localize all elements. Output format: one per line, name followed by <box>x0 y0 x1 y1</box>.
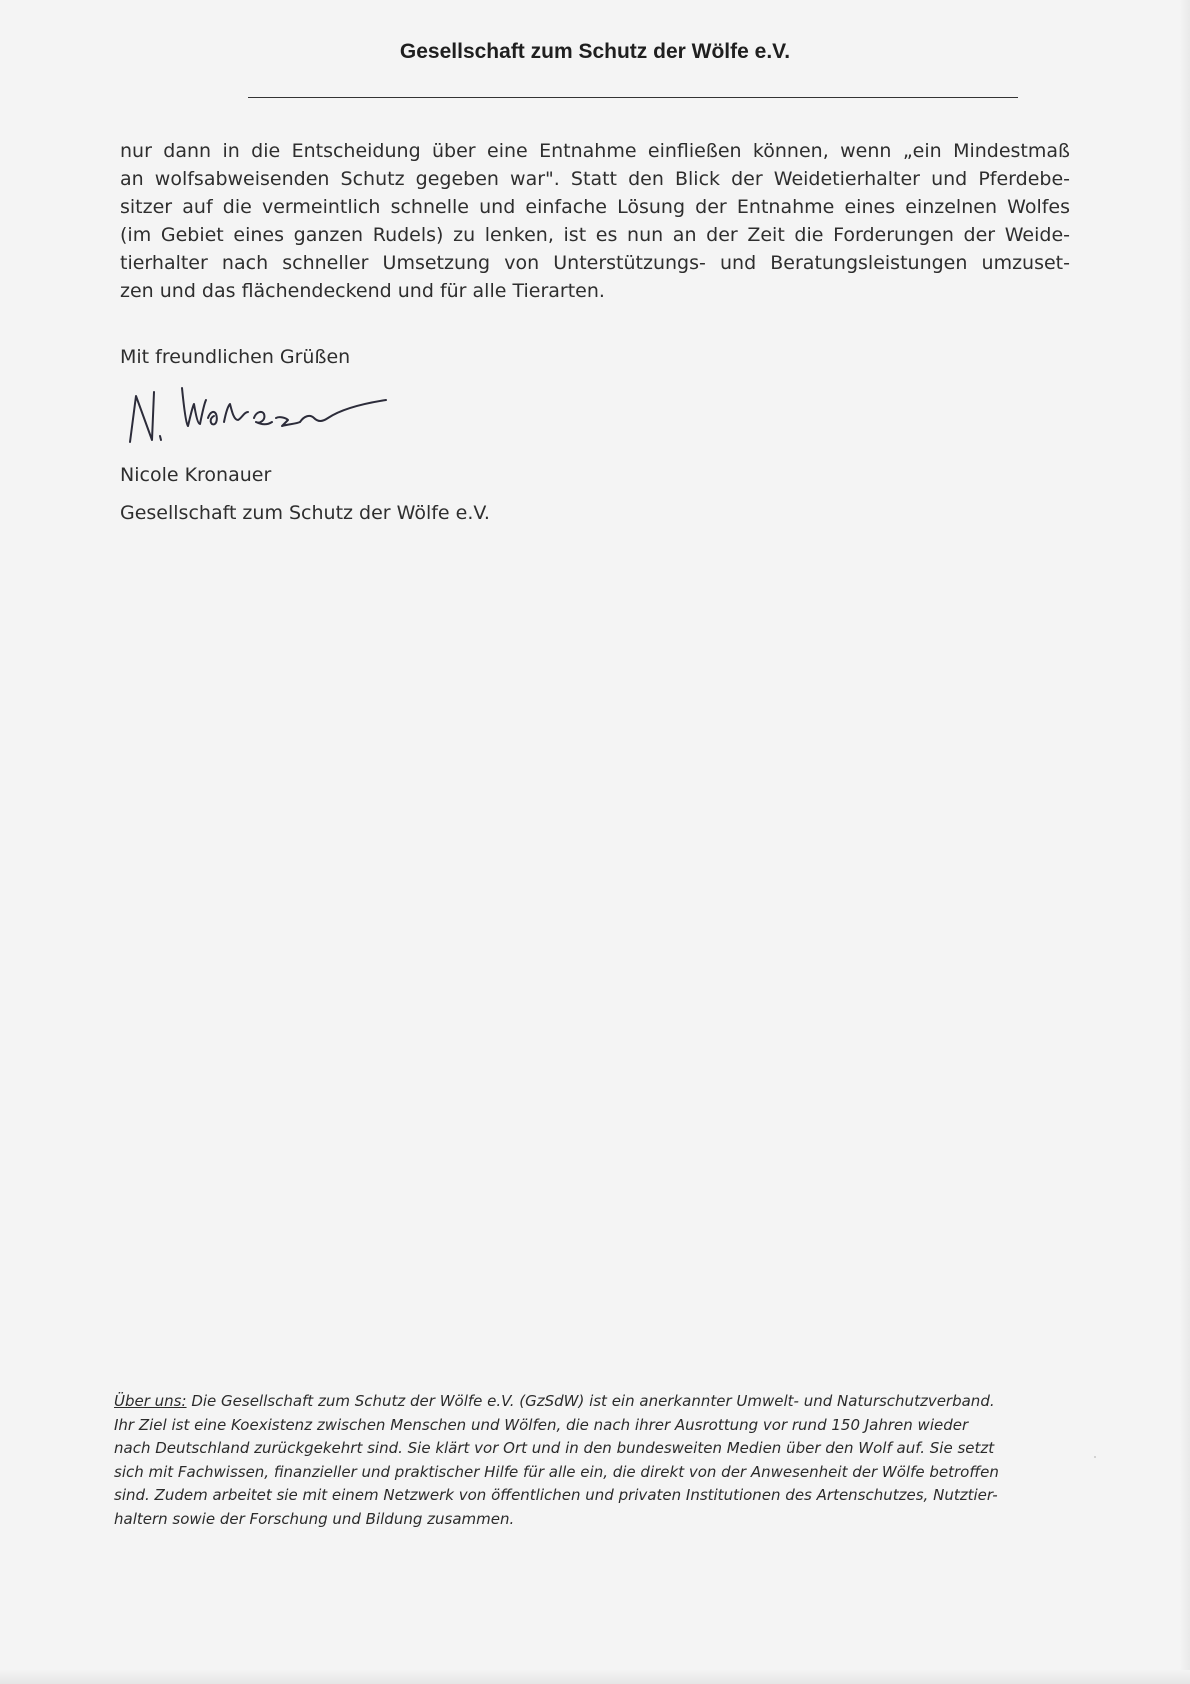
signer-organization: Gesellschaft zum Schutz der Wölfe e.V. <box>120 502 490 524</box>
scan-speck <box>1094 1456 1096 1458</box>
signer-name: Nicole Kronauer <box>120 464 272 486</box>
letterhead-title: Gesellschaft zum Schutz der Wölfe e.V. <box>399 40 791 63</box>
about-line: sich mit Fachwissen, finanzieller und praktischer Hilfe für alle ein, die direkt von der Anwesenheit der Wölfe betroffen <box>114 1462 999 1481</box>
page-edge-shadow-bottom <box>0 1670 1190 1684</box>
letterhead-divider <box>248 97 1018 98</box>
letter-body-paragraph <box>120 137 1070 305</box>
body-line: tierhalter nach schneller Umsetzung von Unterstützungs- und Beratungsleistungen umzuset- <box>120 252 1070 274</box>
about-first-line-text: Die Gesellschaft zum Schutz der Wölfe e.V. (GzSdW) ist ein anerkannter Umwelt- und Naturschutzverband. <box>186 1392 995 1410</box>
body-line: sitzer auf die vermeintlich schnelle und einfache Lösung der Entnahme eines einzelnen Wolfes <box>120 196 1070 218</box>
about-us-footer <box>114 1390 1074 1532</box>
about-line: Ihr Ziel ist eine Koexistenz zwischen Menschen und Wölfen, die nach ihrer Ausrottung vor rund 150 Jahren wieder <box>114 1415 969 1434</box>
about-line: haltern sowie der Forschung und Bildung zusammen. <box>114 1509 515 1528</box>
about-label: Über uns: <box>114 1392 187 1410</box>
about-line <box>114 1390 1074 1414</box>
body-line: zen und das flächendeckend und für alle Tierarten. <box>120 280 605 302</box>
closing-greeting: Mit freundlichen Grüßen <box>120 346 351 368</box>
body-line: an wolfsabweisenden Schutz gegeben war". Statt den Blick der Weidetierhalter und Pferdebe- <box>120 168 1070 190</box>
page-edge-shadow-right <box>1180 0 1190 1684</box>
handwritten-signature <box>124 378 404 450</box>
about-line: sind. Zudem arbeitet sie mit einem Netzwerk von öffentlichen und privaten Institutionen des Artenschutzes, Nutztier- <box>114 1486 998 1505</box>
body-line: (im Gebiet eines ganzen Rudels) zu lenken, ist es nun an der Zeit die Forderungen der Weide- <box>120 224 1070 246</box>
about-line: nach Deutschland zurückgekehrt sind. Sie klärt vor Ort und in den bundesweiten Medien über den Wolf auf. Sie setzt <box>114 1439 995 1458</box>
body-line: nur dann in die Entscheidung über eine Entnahme einfließen können, wenn „ein Mindestmaß <box>120 140 1070 162</box>
